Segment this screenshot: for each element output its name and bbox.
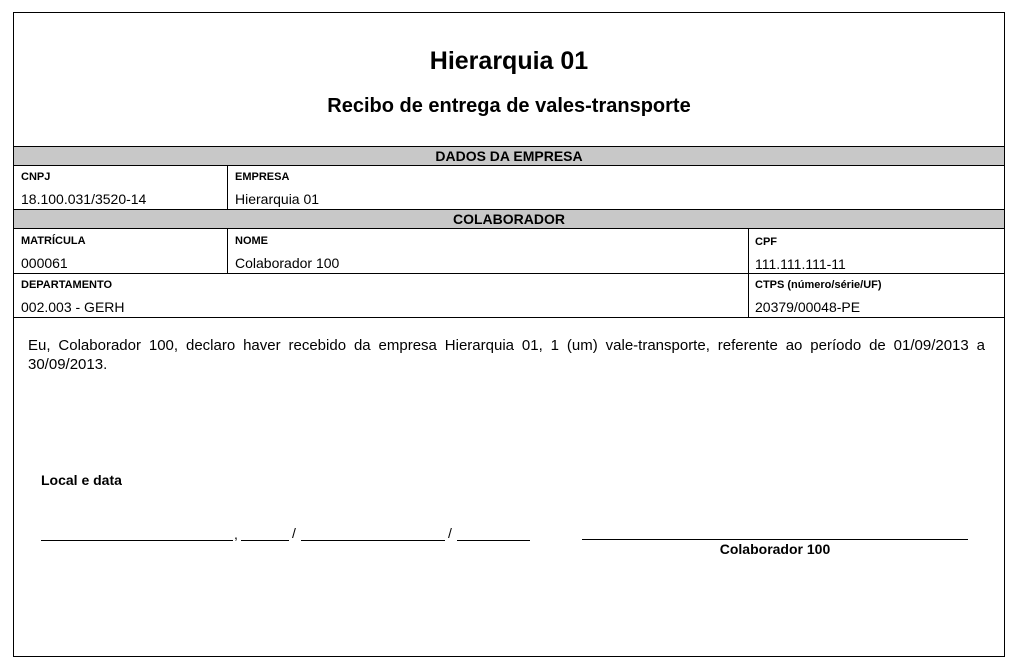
matricula-label: MATRÍCULA	[21, 235, 86, 247]
row-divider	[14, 317, 1004, 318]
ctps-value: 20379/00048-PE	[755, 299, 861, 315]
ctps-label: CTPS (número/série/UF)	[755, 279, 882, 291]
signer-name: Colaborador 100	[719, 541, 831, 557]
nome-label: NOME	[235, 235, 268, 247]
year-blank-line	[457, 540, 530, 541]
cnpj-value: 18.100.031/3520-14	[21, 191, 147, 207]
matricula-value: 000061	[21, 255, 68, 271]
document-subtitle: Recibo de entrega de vales-transporte	[327, 95, 691, 117]
column-divider	[227, 166, 228, 209]
cpf-value: 111.111.111-11	[755, 256, 846, 272]
row-divider	[14, 273, 1004, 274]
departamento-label: DEPARTAMENTO	[21, 279, 113, 291]
empresa-label: EMPRESA	[235, 171, 290, 183]
cpf-label: CPF	[755, 236, 777, 248]
cnpj-label: CNPJ	[21, 171, 51, 183]
receipt-document	[13, 12, 1005, 657]
section-header-empresa: DADOS DA EMPRESA	[14, 146, 1004, 166]
nome-value: Colaborador 100	[235, 255, 340, 271]
day-blank-line	[241, 540, 289, 541]
section-header-colaborador: COLABORADOR	[14, 209, 1004, 229]
local-data-label: Local e data	[41, 472, 122, 488]
empresa-value: Hierarquia 01	[235, 191, 320, 207]
departamento-value: 002.003 - GERH	[21, 299, 125, 315]
comma-separator: ,	[234, 526, 238, 542]
declaration-text: Eu, Colaborador 100, declaro haver recebido da empresa Hierarquia 01, 1 (um) vale-transporte, referente ao período de 01/09/2013 a 30/09/2013.	[28, 337, 985, 373]
slash-separator: /	[292, 525, 296, 541]
signature-line	[582, 539, 968, 540]
document-title: Hierarquia 01	[429, 47, 589, 75]
local-blank-line	[41, 540, 233, 541]
column-divider	[227, 229, 228, 273]
slash-separator: /	[448, 525, 452, 541]
month-blank-line	[301, 540, 445, 541]
